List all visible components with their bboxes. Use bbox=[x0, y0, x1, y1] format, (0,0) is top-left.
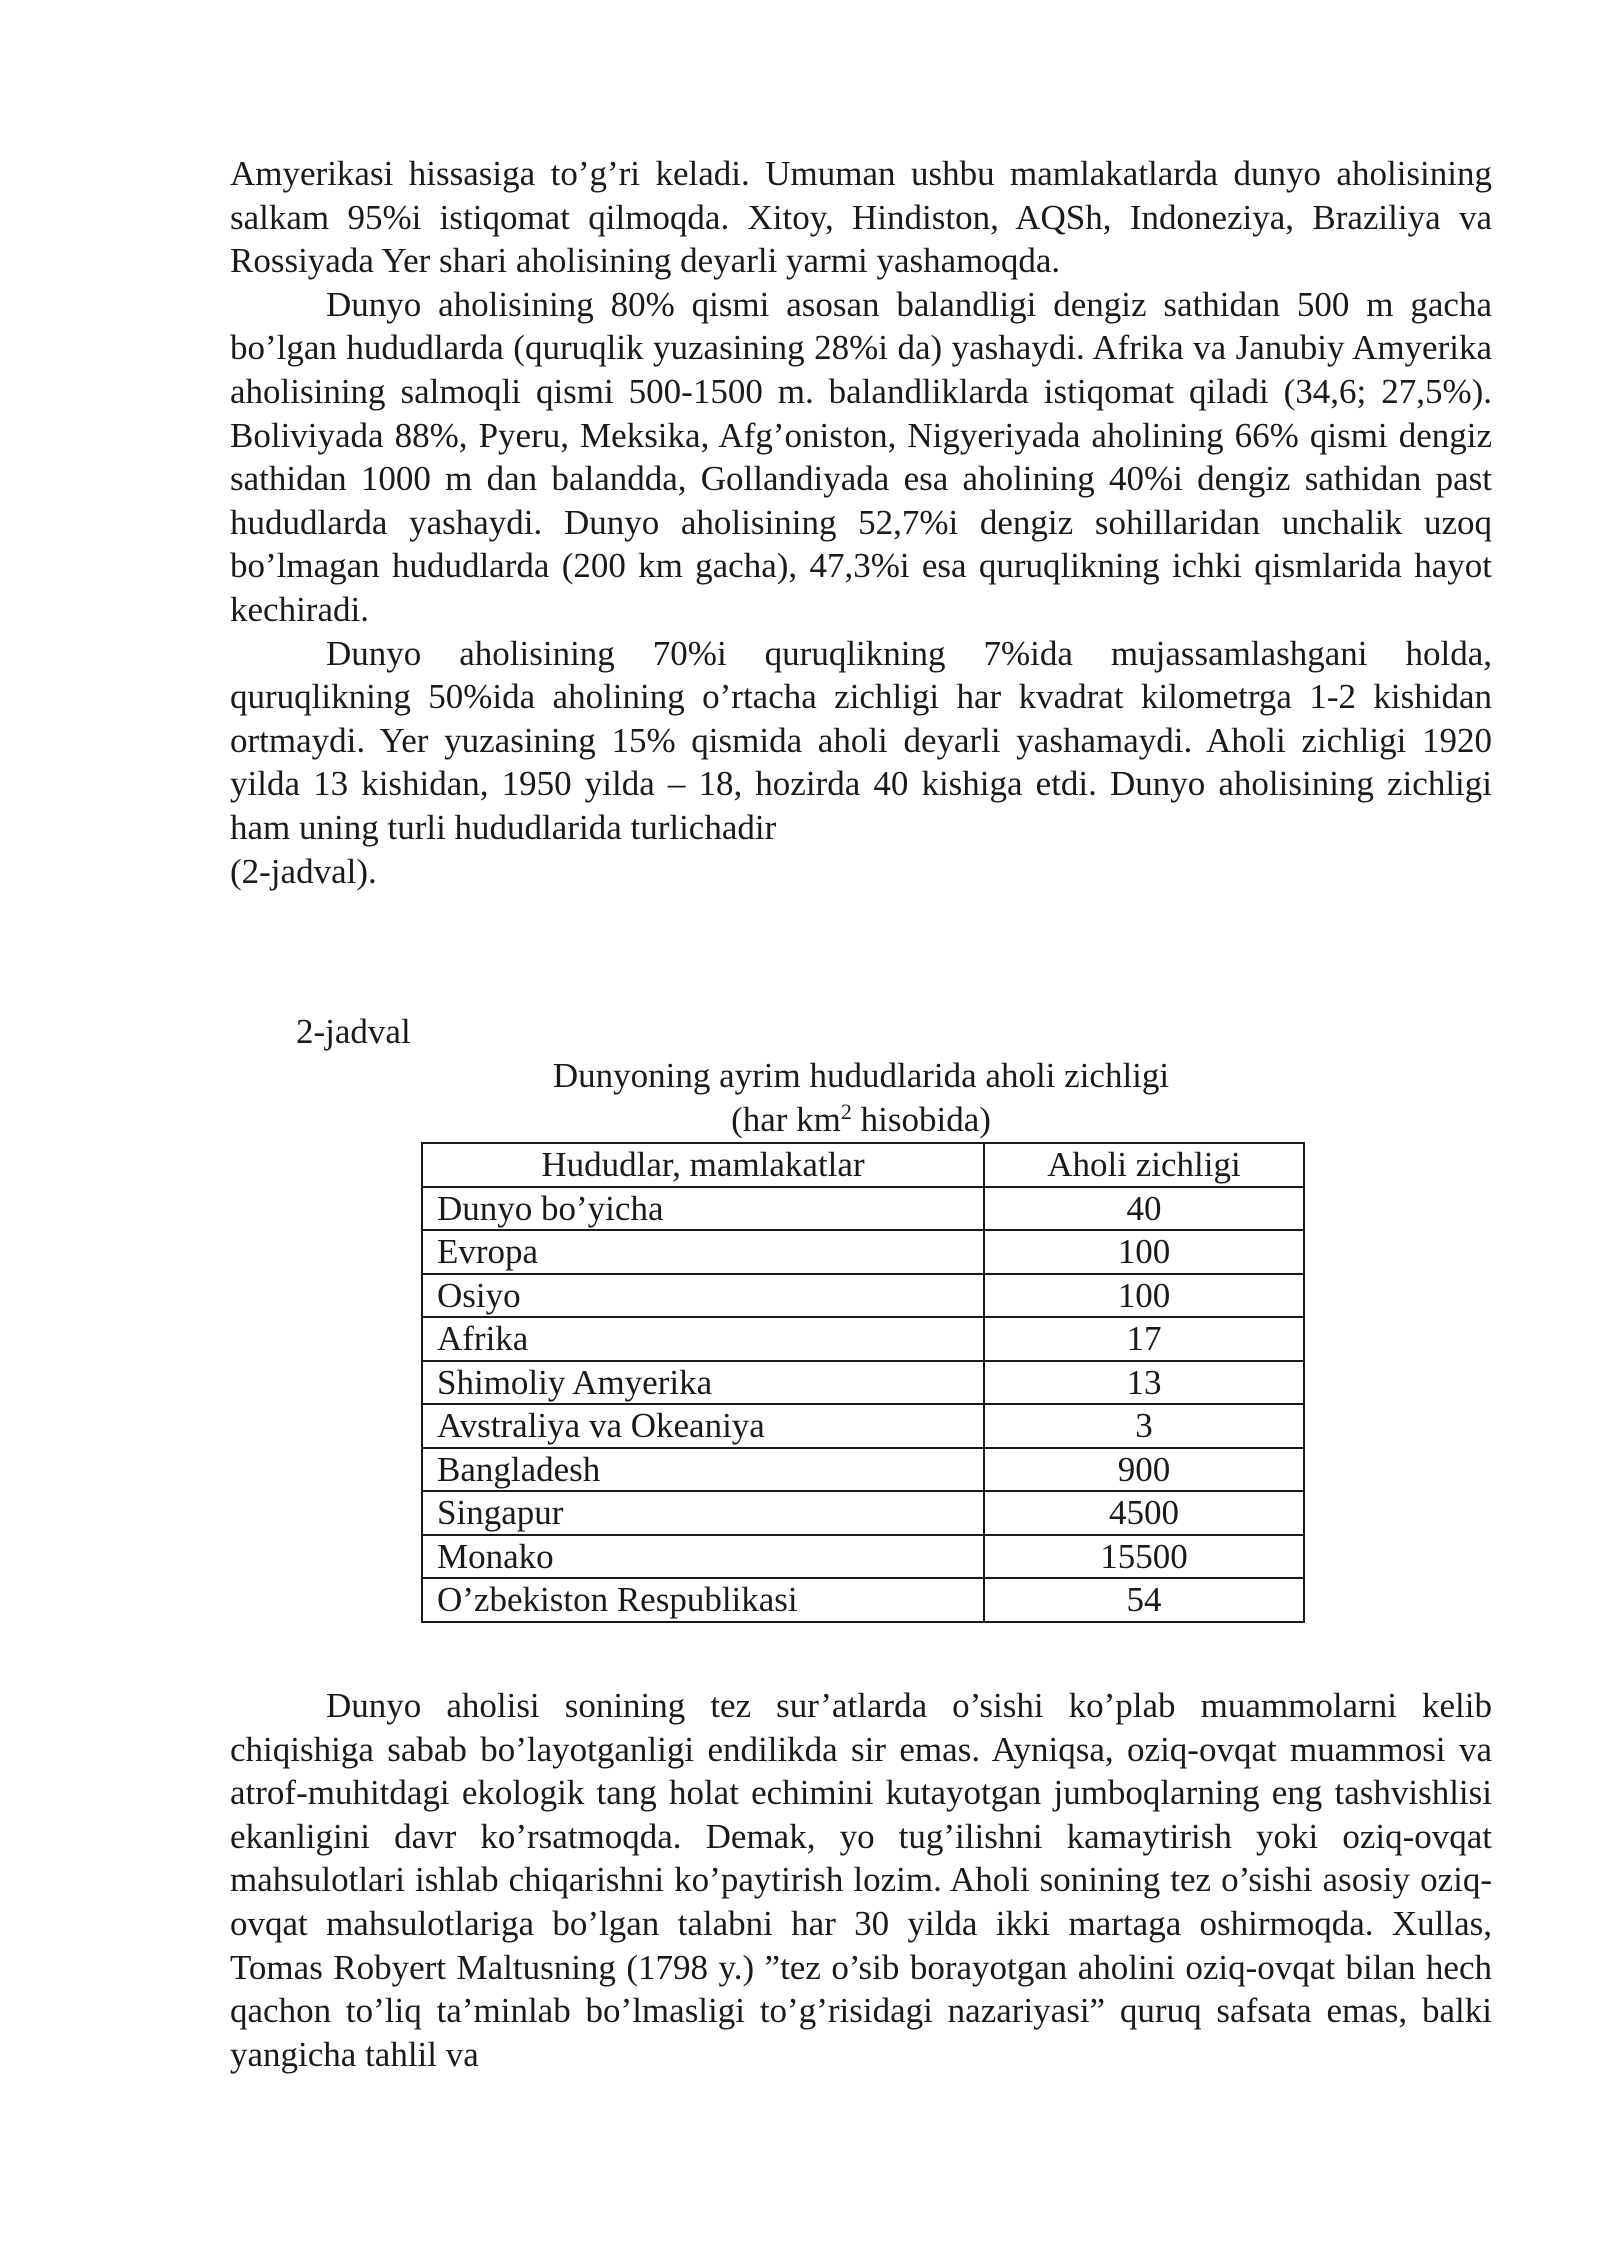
density-cell: 900 bbox=[984, 1448, 1304, 1492]
density-cell: 3 bbox=[984, 1404, 1304, 1448]
table-header-row bbox=[422, 1143, 1304, 1187]
density-cell: 100 bbox=[984, 1230, 1304, 1274]
region-cell: Evropa bbox=[422, 1230, 984, 1274]
density-cell: 100 bbox=[984, 1274, 1304, 1318]
bottom-text-block bbox=[230, 1684, 1492, 2076]
region-cell: O’zbekiston Respublikasi bbox=[422, 1578, 984, 1622]
table-caption bbox=[230, 1054, 1492, 1142]
table-row bbox=[422, 1578, 1304, 1622]
table-row bbox=[422, 1187, 1304, 1231]
table-row bbox=[422, 1230, 1304, 1274]
table-row bbox=[422, 1448, 1304, 1492]
region-cell: Singapur bbox=[422, 1491, 984, 1535]
top-text-block bbox=[230, 152, 1492, 893]
region-cell: Monako bbox=[422, 1535, 984, 1579]
region-cell: Osiyo bbox=[422, 1274, 984, 1318]
density-cell: 54 bbox=[984, 1578, 1304, 1622]
table-subtitle-suffix: hisobida) bbox=[851, 1100, 991, 1139]
density-cell: 17 bbox=[984, 1317, 1304, 1361]
region-cell: Dunyo bo’yicha bbox=[422, 1187, 984, 1231]
density-cell: 40 bbox=[984, 1187, 1304, 1231]
paragraph: (2-jadval). bbox=[230, 851, 377, 891]
density-cell: 15500 bbox=[984, 1535, 1304, 1579]
header-density: Aholi zichligi bbox=[984, 1143, 1304, 1187]
table-subtitle bbox=[230, 1098, 1492, 1142]
table-number-label: 2-jadval bbox=[296, 1012, 411, 1051]
region-cell: Afrika bbox=[422, 1317, 984, 1361]
density-table bbox=[421, 1142, 1305, 1623]
paragraph: Amyerikasi hissasiga to’g’ri keladi. Umuman ushbu mamlakatlarda dunyo aholisining salkam 95%i istiqomat qilmoqda. Xitoy, Hindiston, AQSh, Indoneziya, Braziliya va Rossiyada Yer shari aholisining deyarli yarmi yashamoqda. bbox=[230, 154, 1492, 281]
header-region: Hududlar, mamlakatlar bbox=[422, 1143, 984, 1187]
table-title: Dunyoning ayrim hududlarida aholi zichligi bbox=[552, 1056, 1170, 1095]
paragraph: Dunyo aholisining 70%i quruqlikning 7%ida mujassamlashgani holda, quruqlikning 50%ida aholining o’rtacha zichligi har kvadrat kilometrga 1-2 kishidan ortmaydi. Yer yuzasining 15% qismida aholi deyarli yashamaydi. Aholi zichligi 1920 yilda 13 kishidan, 1950 yilda – 18, hozirda 40 kishiga etdi. Dunyo aholisining zichligi ham uning turli hududlarida turlichadir bbox=[230, 633, 1492, 847]
paragraph: Dunyo aholisining 80% qismi asosan balandligi dengiz sathidan 500 m gacha bo’lgan hududlarda (quruqlik yuzasining 28%i da) yashaydi. Afrika va Janubiy Amyerika aholisining salmoqli qismi 500-1500 m. balandliklarda istiqomat qiladi (34,6; 27,5%). Boliviyada 88%, Pyeru, Meksika, Afg’oniston, Nigyeriyada aholining 66% qismi dengiz sathidan 1000 m dan balandda, Gollandiyada esa aholining 40%i dengiz sathidan past hududlarda yashaydi. Dunyo aholisining 52,7%i dengiz sohillaridan unchalik uzoq bo’lmagan hududlarda (200 km gacha), 47,3%i esa quruqlikning ichki qismlarida hayot kechiradi. bbox=[230, 284, 1492, 629]
table-row bbox=[422, 1535, 1304, 1579]
table-subtitle-prefix: (har km bbox=[731, 1100, 841, 1139]
paragraph: Dunyo aholisi sonining tez sur’atlarda o’sishi ko’plab muammolarni kelib chiqishiga sabab bo’layotganligi endilikda sir emas. Ayniqsa, oziq-ovqat muammosi va atrof-muhitdagi ekologik tang holat echimini kutayotgan jumboqlarning eng tashvishlisi ekanligini davr ko’rsatmoqda. Demak, yo tug’ilishni kamaytirish yoki oziq-ovqat mahsulotlari ishlab chiqarishni ko’paytirish lozim. Aholi sonining tez o’sishi asosiy oziq-ovqat mahsulotlariga bo’lgan talabni har 30 yilda ikki martaga oshirmoqda. Xullas, Tomas Robyert Maltusning (1798 y.) ”tez o’sib borayotgan aholini oziq-ovqat bilan hech qachon to’liq ta’minlab bo’lmasligi to’g’risidagi nazariyasi” quruq safsata emas, balki yangicha tahlil va bbox=[230, 1686, 1492, 2074]
region-cell: Shimoliy Amyerika bbox=[422, 1361, 984, 1405]
table-row bbox=[422, 1491, 1304, 1535]
table-row bbox=[422, 1317, 1304, 1361]
table-subtitle-superscript: 2 bbox=[840, 1099, 852, 1124]
region-cell: Avstraliya va Okeaniya bbox=[422, 1404, 984, 1448]
table-row bbox=[422, 1404, 1304, 1448]
region-cell: Bangladesh bbox=[422, 1448, 984, 1492]
table-row bbox=[422, 1274, 1304, 1318]
density-cell: 13 bbox=[984, 1361, 1304, 1405]
table-row bbox=[422, 1361, 1304, 1405]
density-cell: 4500 bbox=[984, 1491, 1304, 1535]
